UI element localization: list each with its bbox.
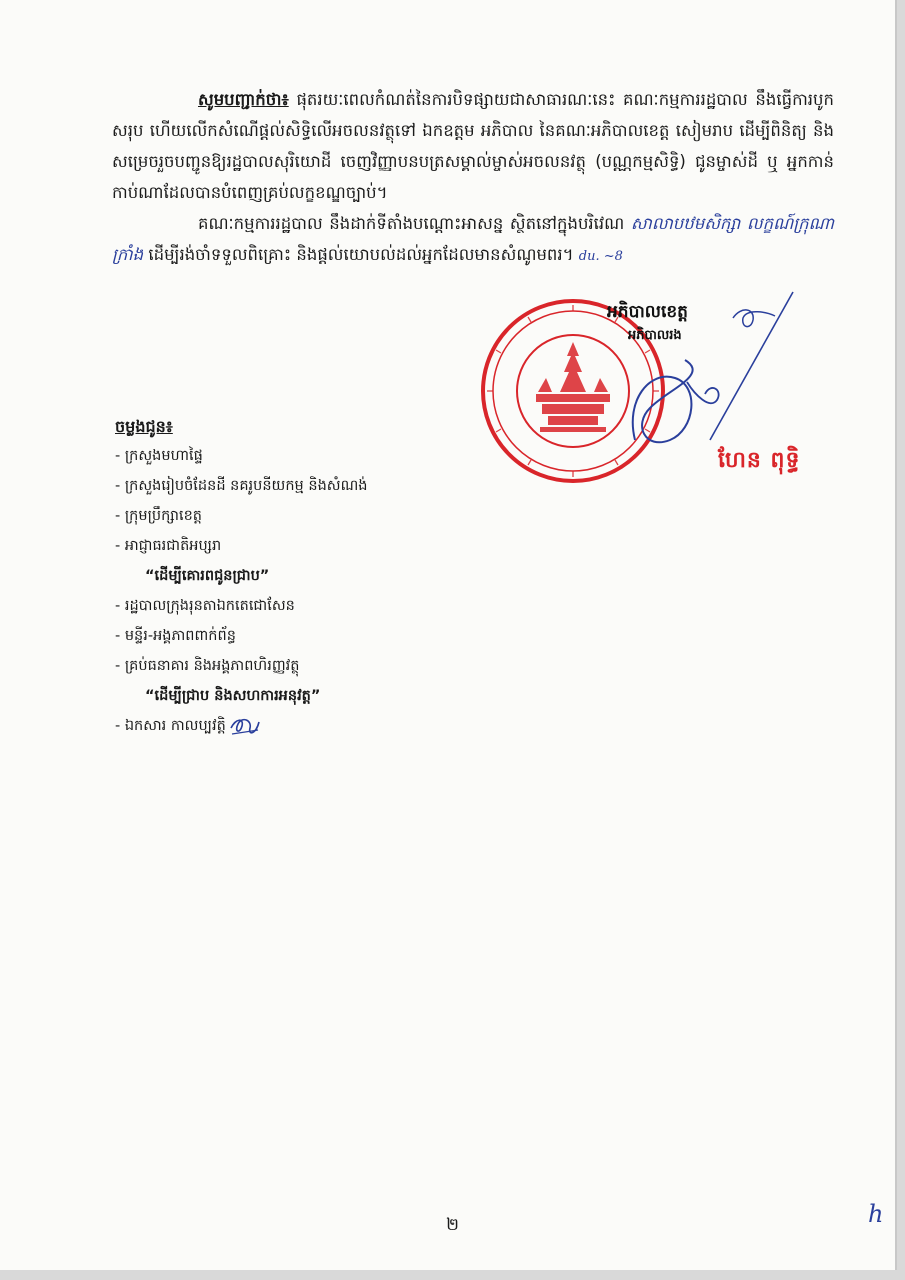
deputy-governor-subtitle: អភិបាលរង (628, 328, 682, 343)
cc-item-archive (115, 711, 368, 741)
cc-item-city-administration: - រដ្ឋបាលក្រុងរុនតាឯកតេជោសែន (115, 598, 295, 614)
cc-item-apsara-authority: - អាជ្ញាធរជាតិអប្សរា (115, 538, 222, 554)
cc-item-banks: - គ្រប់ធនាគារ និងអង្គភាពហិរញ្ញវត្ថុ (115, 658, 300, 674)
page-number: ២ (446, 1215, 459, 1235)
location-text: គណៈកម្មការរដ្ឋបាល នឹងដាក់ទីតាំងបណ្តោះអាសន្ន ស្ថិតនៅក្នុងបរិវេណ (198, 214, 625, 233)
handwritten-mark: du. ~8 (578, 249, 623, 264)
cc-note-for-information: “ដើម្បីគោរពជូនជ្រាប” (145, 568, 270, 584)
paragraph-location (112, 208, 834, 272)
paragraph-confirmation (112, 84, 834, 208)
cc-item-archive-label: - ឯកសារ កាលប្បវត្តិ (115, 718, 226, 734)
confirmation-lead: សូមបញ្ជាក់ថា៖ (198, 90, 289, 109)
location-text-end: ដើម្បីរង់ចាំទទួលពិគ្រោះ និងផ្តល់យោបល់ដល់អ្នកដែលមានសំណូមពរ។ (148, 245, 574, 264)
cc-heading: ចម្លងជូន៖ (115, 417, 173, 436)
cc-item-related-departments: - មន្ទីរ-អង្គភាពពាក់ព័ន្ធ (115, 628, 236, 644)
governor-title: អភិបាលខេត្ត (607, 302, 688, 322)
cc-item-provincial-council: - ក្រុមប្រឹក្សាខេត្ត (115, 508, 203, 524)
initials-icon (228, 714, 262, 738)
handwritten-location: សាលាបឋមសិក្សា លក្ខណ៍ក្រុណាក្រាំង (112, 214, 834, 264)
signer-name: ហែន ពុទ្ធិ (718, 448, 801, 473)
cc-note-for-cooperation: “ដើម្បីជ្រាប និងសហការអនុវត្ត” (145, 688, 321, 704)
confirmation-text: ផុតរយៈពេលកំណត់នៃការបិទផ្សាយជាសាធារណៈនេះ គណៈកម្មការរដ្ឋបាល នឹងធ្វើការបូកសរុប ហើយលើកសំណើផ្តល់សិទ្ធិលើអចលនវត្ថុទៅ ឯកឧត្តម អភិបាល នៃគណៈអភិបាលខេត្ត សៀមរាប ដើម្បីពិនិត្យ និងសម្រេចរួចបញ្ជូនឱ្យរដ្ឋបាលសុរិយោដី ចេញវិញ្ញាបនបត្រសម្គាល់ម្ចាស់អចលនវត្ថុ (បណ្ណកម្មសិទ្ធិ) ជូនម្ចាស់ដី ឬ អ្នកកាន់កាប់ណាដែលបានបំពេញគ្រប់លក្ខខណ្ឌច្បាប់។ (112, 90, 834, 202)
corner-handwritten-mark: h (868, 1200, 884, 1228)
cc-list (115, 441, 368, 741)
cc-item-ministry-land: - ក្រសួងរៀបចំដែនដី នគរូបនីយកម្ម និងសំណង់ (115, 478, 368, 494)
signature-icon (615, 290, 805, 450)
cc-item-ministry-interior: - ក្រសួងមហាផ្ទៃ (115, 448, 203, 464)
